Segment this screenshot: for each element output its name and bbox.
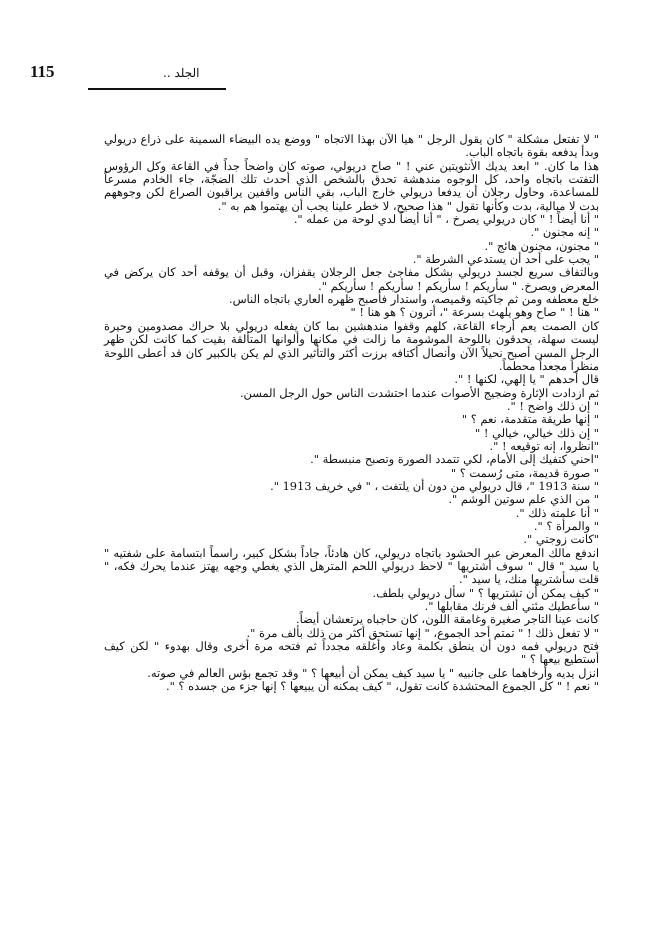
paragraph: " والمرأة ؟ ".	[533, 518, 599, 533]
paragraph: هذا ما كان. " ابعد يديك الأنثويتين عني ! " صاح دريولي، صوته كان واضحاً جداً في القاعة وكل الرؤوس التفتت باتجاه واحد، كل الوجوه مندهشة تحدق بالشخص الذي أحدث تلك الضجّة، جاء الخادم مسرعاً للمساعدة، وحاول رجلان أن يدفعا دريولي خارج الباب، بقي الناس واقفين يراقبون الصراع لكن وجوههم بدت لا مبالية، بدت وكأنها تقول " هذا صحيح، لا خطر علينا يجب أن يهتموا هم به ".	[104, 158, 599, 213]
paragraph: " لا تفتعل مشكلة " كان يقول الرجل " هيا الآن بهذا الاتجاه " ووضع يده البيضاء السمينة على ذراع دريولي وبدأ يدفعه بقوة باتجاه الباب.	[104, 132, 599, 160]
paragraph: " كيف يمكن أن تشتريها ؟ " سأل دريولي بلطف.	[372, 585, 599, 600]
paragraph: " هنا ! " صاح وهو يلهث بسرعة "، أترون ؟ هو هنا ! "	[350, 305, 599, 320]
paragraph: " إنه مجنون ".	[530, 225, 599, 240]
paragraph: " يجب على أحد أن يستدعي الشرطة ".	[412, 252, 599, 267]
paragraph: قال أحدهم " يا إلهي، لكنها ! ".	[454, 372, 599, 387]
paragraph: " صورة قديمة، متى رُسمت ؟ "	[450, 465, 599, 480]
running-head: الجلد ..	[163, 66, 200, 80]
paragraph: " سأعطيك مئتي ألف فرنك مقابلها ".	[424, 599, 599, 614]
paragraph: " إنها طريقة متقدمة، نعم ؟ "	[461, 412, 599, 427]
paragraph: كانت عينا التاجر صغيرة وغامقة اللون، كان حاجباه يرتعشان أيضاً.	[295, 612, 599, 627]
paragraph: " سنة 1913 "، قال دريولي من دون أن يلتفت ، " في خريف 1913 ".	[270, 478, 599, 493]
page-number: 115	[30, 62, 55, 81]
header-rule	[88, 88, 226, 90]
paragraph: " أنا علمته ذلك ".	[515, 505, 599, 520]
paragraph: "احني كتفيك إلى الأمام، لكي تتمدد الصورة وتصبح منبسطة ".	[310, 452, 599, 467]
paragraph: فتح دريولي فمه دون أن ينطق بكلمة وعاد وأغلقه مجدداً ثم فتحه مرة أخرى وقال بهدوء " لكن كيف أستطيع بيعها ؟ "	[104, 639, 599, 667]
paragraph: "انظروا، إنه توقيعه ! ".	[489, 438, 599, 453]
paragraph: " أنا أيضاً ! " كان دريولي يصرخ ، " أنا أيضاً لدي لوحة من عمله ".	[293, 212, 599, 227]
body-text	[104, 133, 599, 693]
paragraph: " لا تفعل ذلك ! " تمتم أحد الجموع، " إنها تستحق أكثر من ذلك بألف مرة ".	[246, 625, 599, 640]
paragraph: " من الذي علم سوتين الوشم ".	[448, 492, 599, 507]
paragraph: ثم ازدادت الإثارة وضجيج الأصوات عندما احتشدت الناس حول الرجل المسن.	[239, 385, 599, 400]
paragraph: وبالتفاف سريع لجسد دريولي بشكل مفاجئ جعل الرجلان يقفزان، وقبل أن يوقفه أحد كان يركض في المعرض ويصرخ. " سأريكم ! سأريكم ! سأريكم ! سأريكم ".	[104, 265, 599, 293]
paragraph: " مجنون، مجنون هائج ".	[484, 238, 599, 253]
paragraph: " إن ذلك خيالي، خيالي ! "	[475, 425, 599, 440]
paragraph: " إن ذلك واضح ! ".	[506, 398, 599, 413]
paragraph: اندفع مالك المعرض عبر الحشود باتجاه دريولي، كان هادئاً، جاداً بشكل كبير، راسماً ابتسامة على شفتيه " يا سيد " قال " سوف أشتريها " لاحظ دريولي اللحم المترهل الذي يغطي وجهه يهتز عندما يحرك فكه، " قلت سأشتريها منك، يا سيد ".	[104, 545, 599, 587]
paragraph: " نعم ! " كل الجموع المحتشدة كانت تقول، " كيف يمكنه أن يبيعها ؟ إنها جزء من جسده ؟ ".	[165, 679, 599, 694]
paragraph: خلع معطفه ومن ثم جاكيته وقميصه، واستدار فأصبح ظهره العاري باتجاه الناس.	[228, 292, 599, 307]
paragraph: انزل يديه وأرخاهما على جانبيه " يا سيد كيف يمكن أن أبيعها ؟ " وقد تجمع بؤس العالم في صوته.	[147, 665, 599, 680]
paragraph: كان الصمت يعم أرجاء القاعة، كلهم وقفوا مندهشين بما كان يفعله دريولي بلا حراك مصدومين وحيرة ليست سهلة، يحدقون باللوحة الموشومة ما زالت في مكانها وألوانها المتألقة بقيت كما كانت لكن ظهر الرجل المسن أصبح نحيلاً الآن وأنصال أكتافه برزت أكثر والتأثير الذي لم يكن بالكبير كان قد أعطى اللوحة منظراً مجعداً محطماً.	[104, 318, 599, 373]
paragraph: "كانت زوجتي ".	[523, 532, 599, 547]
